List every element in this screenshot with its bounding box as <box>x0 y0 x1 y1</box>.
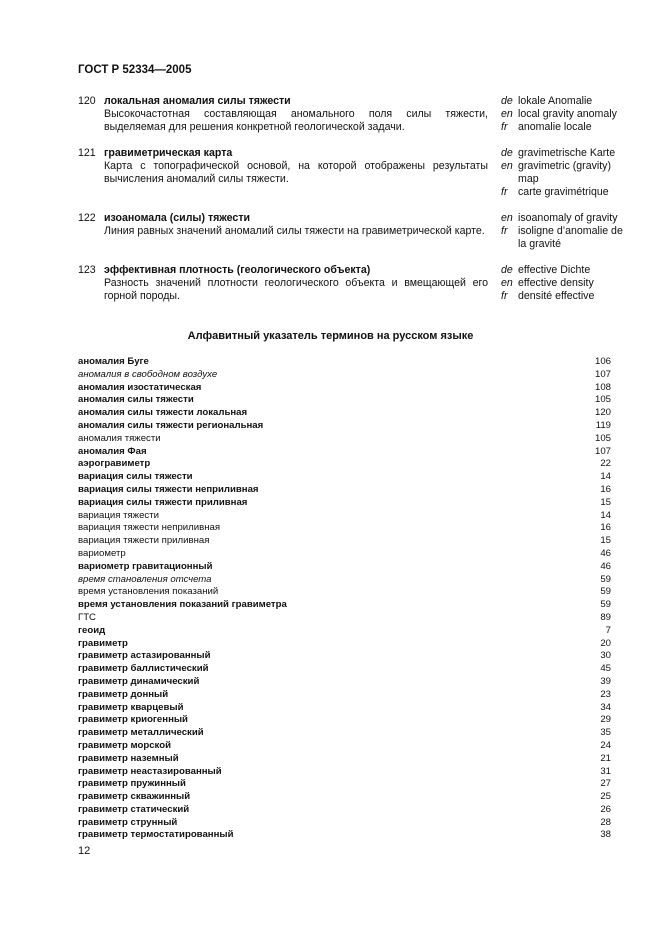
term-definition: Карта с топографической основой, на которой отображены результаты вычисления аномалий силы тяжести. <box>104 160 488 185</box>
translation-text: isoanomaly of gravity <box>518 212 618 224</box>
index-term: время установления показаний гравиметра <box>78 599 287 611</box>
index-row <box>78 586 611 599</box>
index-page-ref: 107 <box>594 445 611 457</box>
index-row <box>78 446 611 459</box>
index-term: гравиметр пружинный <box>78 778 186 790</box>
index-term: гравиметр струнный <box>78 816 178 828</box>
index-page-ref: 14 <box>600 471 611 483</box>
term-number: 120 <box>78 95 96 107</box>
index-term: вариация силы тяжести неприливная <box>78 483 259 495</box>
index-term: время установления показаний <box>78 586 219 598</box>
translation-text: anomalie locale <box>518 121 592 133</box>
index-row <box>78 522 611 535</box>
index-page-ref: 23 <box>600 688 611 700</box>
index-page-ref: 105 <box>594 394 611 406</box>
translation-text: densité effective <box>518 290 595 302</box>
index-row <box>78 369 611 382</box>
lang-code: en <box>501 108 513 120</box>
index-row <box>78 458 611 471</box>
index-row <box>78 471 611 484</box>
index-row <box>78 804 611 817</box>
index-row <box>78 356 611 369</box>
index-page-ref: 15 <box>600 535 611 547</box>
lang-code: fr <box>501 290 508 302</box>
index-title: Алфавитный указатель терминов на русском языке <box>187 330 474 342</box>
term-body <box>104 95 488 134</box>
index-row <box>78 625 611 638</box>
index-row <box>78 599 611 612</box>
index-row <box>78 497 611 510</box>
translation-text: isoligne d’anomalie de la gravité <box>518 225 623 250</box>
index-page-ref: 22 <box>600 458 611 470</box>
index-page-ref: 107 <box>594 368 611 380</box>
index-term: аномалия Буге <box>78 356 149 367</box>
index-page-ref: 34 <box>600 701 611 713</box>
index-term: аномалия силы тяжести региональная <box>78 419 264 431</box>
index-row <box>78 766 611 779</box>
index-term: вариация тяжести <box>78 509 159 521</box>
index-term: аномалия изостатическая <box>78 381 202 393</box>
index-page-ref: 7 <box>605 624 611 636</box>
translation-text: carte gravimétrique <box>518 186 609 198</box>
index-row <box>78 612 611 625</box>
index-row <box>78 753 611 766</box>
term-translations <box>501 95 626 134</box>
lang-code: de <box>501 95 513 107</box>
index-term: гравиметр статический <box>78 803 190 815</box>
index-page-ref: 29 <box>600 714 611 726</box>
term-body <box>104 147 488 186</box>
lang-code: fr <box>501 186 508 198</box>
translation-text: gravimetrische Karte <box>518 147 616 159</box>
index-row <box>78 663 611 676</box>
index-term: аномалия силы тяжести локальная <box>78 407 248 419</box>
index-page-ref: 25 <box>600 791 611 803</box>
index-term: аномалия в свободном воздухе <box>78 368 218 380</box>
lang-code: de <box>501 264 513 276</box>
index-page-ref: 45 <box>600 663 611 675</box>
term-number: 121 <box>78 147 96 159</box>
index-row <box>78 484 611 497</box>
index-term: гравиметр скважинный <box>78 791 191 803</box>
index-term: гравиметр кварцевый <box>78 701 184 713</box>
term-body <box>104 212 488 238</box>
index-page-ref: 105 <box>594 432 611 444</box>
index-page-ref: 16 <box>600 483 611 495</box>
index-row <box>78 702 611 715</box>
index-row <box>78 817 611 830</box>
index-page-ref: 27 <box>600 778 611 790</box>
index-term: гравиметр наземный <box>78 752 179 764</box>
index-term: геоид <box>78 624 106 636</box>
lang-code: fr <box>501 121 508 133</box>
index-row <box>78 535 611 548</box>
index-row <box>78 561 611 574</box>
index-page-ref: 46 <box>600 560 611 572</box>
index-row <box>78 574 611 587</box>
lang-code: en <box>501 160 513 172</box>
index-term: гравиметр <box>78 637 128 649</box>
index-row <box>78 689 611 702</box>
index-row <box>78 382 611 395</box>
term-name: гравиметрическая карта <box>104 147 233 159</box>
index-page-ref: 119 <box>595 419 611 431</box>
index-term: вариация силы тяжести приливная <box>78 496 248 508</box>
index-page-ref: 106 <box>594 356 611 367</box>
term-translations <box>501 264 626 303</box>
lang-code: fr <box>501 225 508 237</box>
index-page-ref: 35 <box>600 727 611 739</box>
index-row <box>78 394 611 407</box>
index-term: аномалия силы тяжести <box>78 394 194 406</box>
index-row <box>78 740 611 753</box>
index-term: гравиметр астазированный <box>78 650 211 662</box>
index-row <box>78 676 611 689</box>
index-page-ref: 59 <box>600 599 611 611</box>
term-number: 122 <box>78 212 96 224</box>
index-term: гравиметр баллистический <box>78 663 209 675</box>
lang-code: en <box>501 212 513 224</box>
index-page-ref: 120 <box>594 407 611 419</box>
index-term: гравиметр динамический <box>78 675 200 687</box>
term-translations <box>501 212 626 251</box>
index-term: гравиметр донный <box>78 688 169 700</box>
index-row <box>78 778 611 791</box>
document-header: ГОСТ Р 52334—2005 <box>78 64 192 76</box>
term-definition: Разность значений плотности геологического объекта и вмещающей его горной породы. <box>104 277 488 302</box>
term-name: изоаномала (силы) тяжести <box>104 212 251 224</box>
page-number: 12 <box>78 845 91 857</box>
index-page-ref: 89 <box>600 611 611 623</box>
index-term: вариация силы тяжести <box>78 471 193 483</box>
term-name: эффективная плотность (геологического объекта) <box>104 264 371 276</box>
index-term: гравиметр термостатированный <box>78 829 234 841</box>
translation-text: gravimetric (gravity) map <box>518 160 612 185</box>
index-page-ref: 30 <box>600 650 611 662</box>
index-term: гравиметр металлический <box>78 727 204 739</box>
index-term: время становления отсчета <box>78 573 212 585</box>
index-row <box>78 433 611 446</box>
index-row <box>78 829 611 842</box>
index-row <box>78 791 611 804</box>
index-term: гравиметр криогенный <box>78 714 188 726</box>
index-page-ref: 38 <box>600 829 611 841</box>
term-translations <box>501 147 626 199</box>
index-term: вариация тяжести неприливная <box>78 522 221 534</box>
term-index <box>78 356 611 842</box>
lang-code: en <box>501 277 513 289</box>
index-page-ref: 28 <box>600 816 611 828</box>
translation-text: effective Dichte <box>518 264 591 276</box>
index-term: ГТС <box>78 611 96 623</box>
index-row <box>78 638 611 651</box>
index-term: аномалия Фая <box>78 445 147 457</box>
index-page-ref: 20 <box>600 637 611 649</box>
term-definition: Линия равных значений аномалий силы тяжести на гравиметрической карте. <box>104 225 485 237</box>
term-name: локальная аномалия силы тяжести <box>104 95 291 107</box>
index-page-ref: 31 <box>600 765 611 777</box>
index-row <box>78 548 611 561</box>
index-page-ref: 26 <box>600 803 611 815</box>
translation-text: local gravity anomaly <box>518 108 617 120</box>
index-page-ref: 59 <box>600 586 611 598</box>
index-term: гравиметр морской <box>78 739 171 751</box>
index-page-ref: 46 <box>600 547 611 559</box>
term-number: 123 <box>78 264 96 276</box>
lang-code: de <box>501 147 513 159</box>
translation-text: effective density <box>518 277 594 289</box>
index-term: аэрогравиметр <box>78 458 151 470</box>
index-term: аномалия тяжести <box>78 432 161 444</box>
translation-text: lokale Anomalie <box>518 95 593 107</box>
index-page-ref: 21 <box>600 752 611 764</box>
index-page-ref: 24 <box>600 739 611 751</box>
index-row <box>78 714 611 727</box>
index-page-ref: 108 <box>594 381 611 393</box>
index-term: вариометр <box>78 547 126 559</box>
index-term: гравиметр неастазированный <box>78 765 222 777</box>
index-term: вариометр гравитационный <box>78 560 213 572</box>
index-page-ref: 16 <box>600 522 611 534</box>
index-term: вариация тяжести приливная <box>78 535 210 547</box>
index-row <box>78 650 611 663</box>
index-page-ref: 15 <box>600 496 611 508</box>
index-row <box>78 407 611 420</box>
index-page-ref: 39 <box>600 675 611 687</box>
index-row <box>78 510 611 523</box>
index-row <box>78 727 611 740</box>
term-body <box>104 264 488 303</box>
index-page-ref: 59 <box>600 573 611 585</box>
index-row <box>78 420 611 433</box>
term-definition: Высокочастотная составляющая аномального поля силы тяжести, выделяемая для решения конкретной геологической задачи. <box>104 108 488 133</box>
index-page-ref: 14 <box>600 509 611 521</box>
